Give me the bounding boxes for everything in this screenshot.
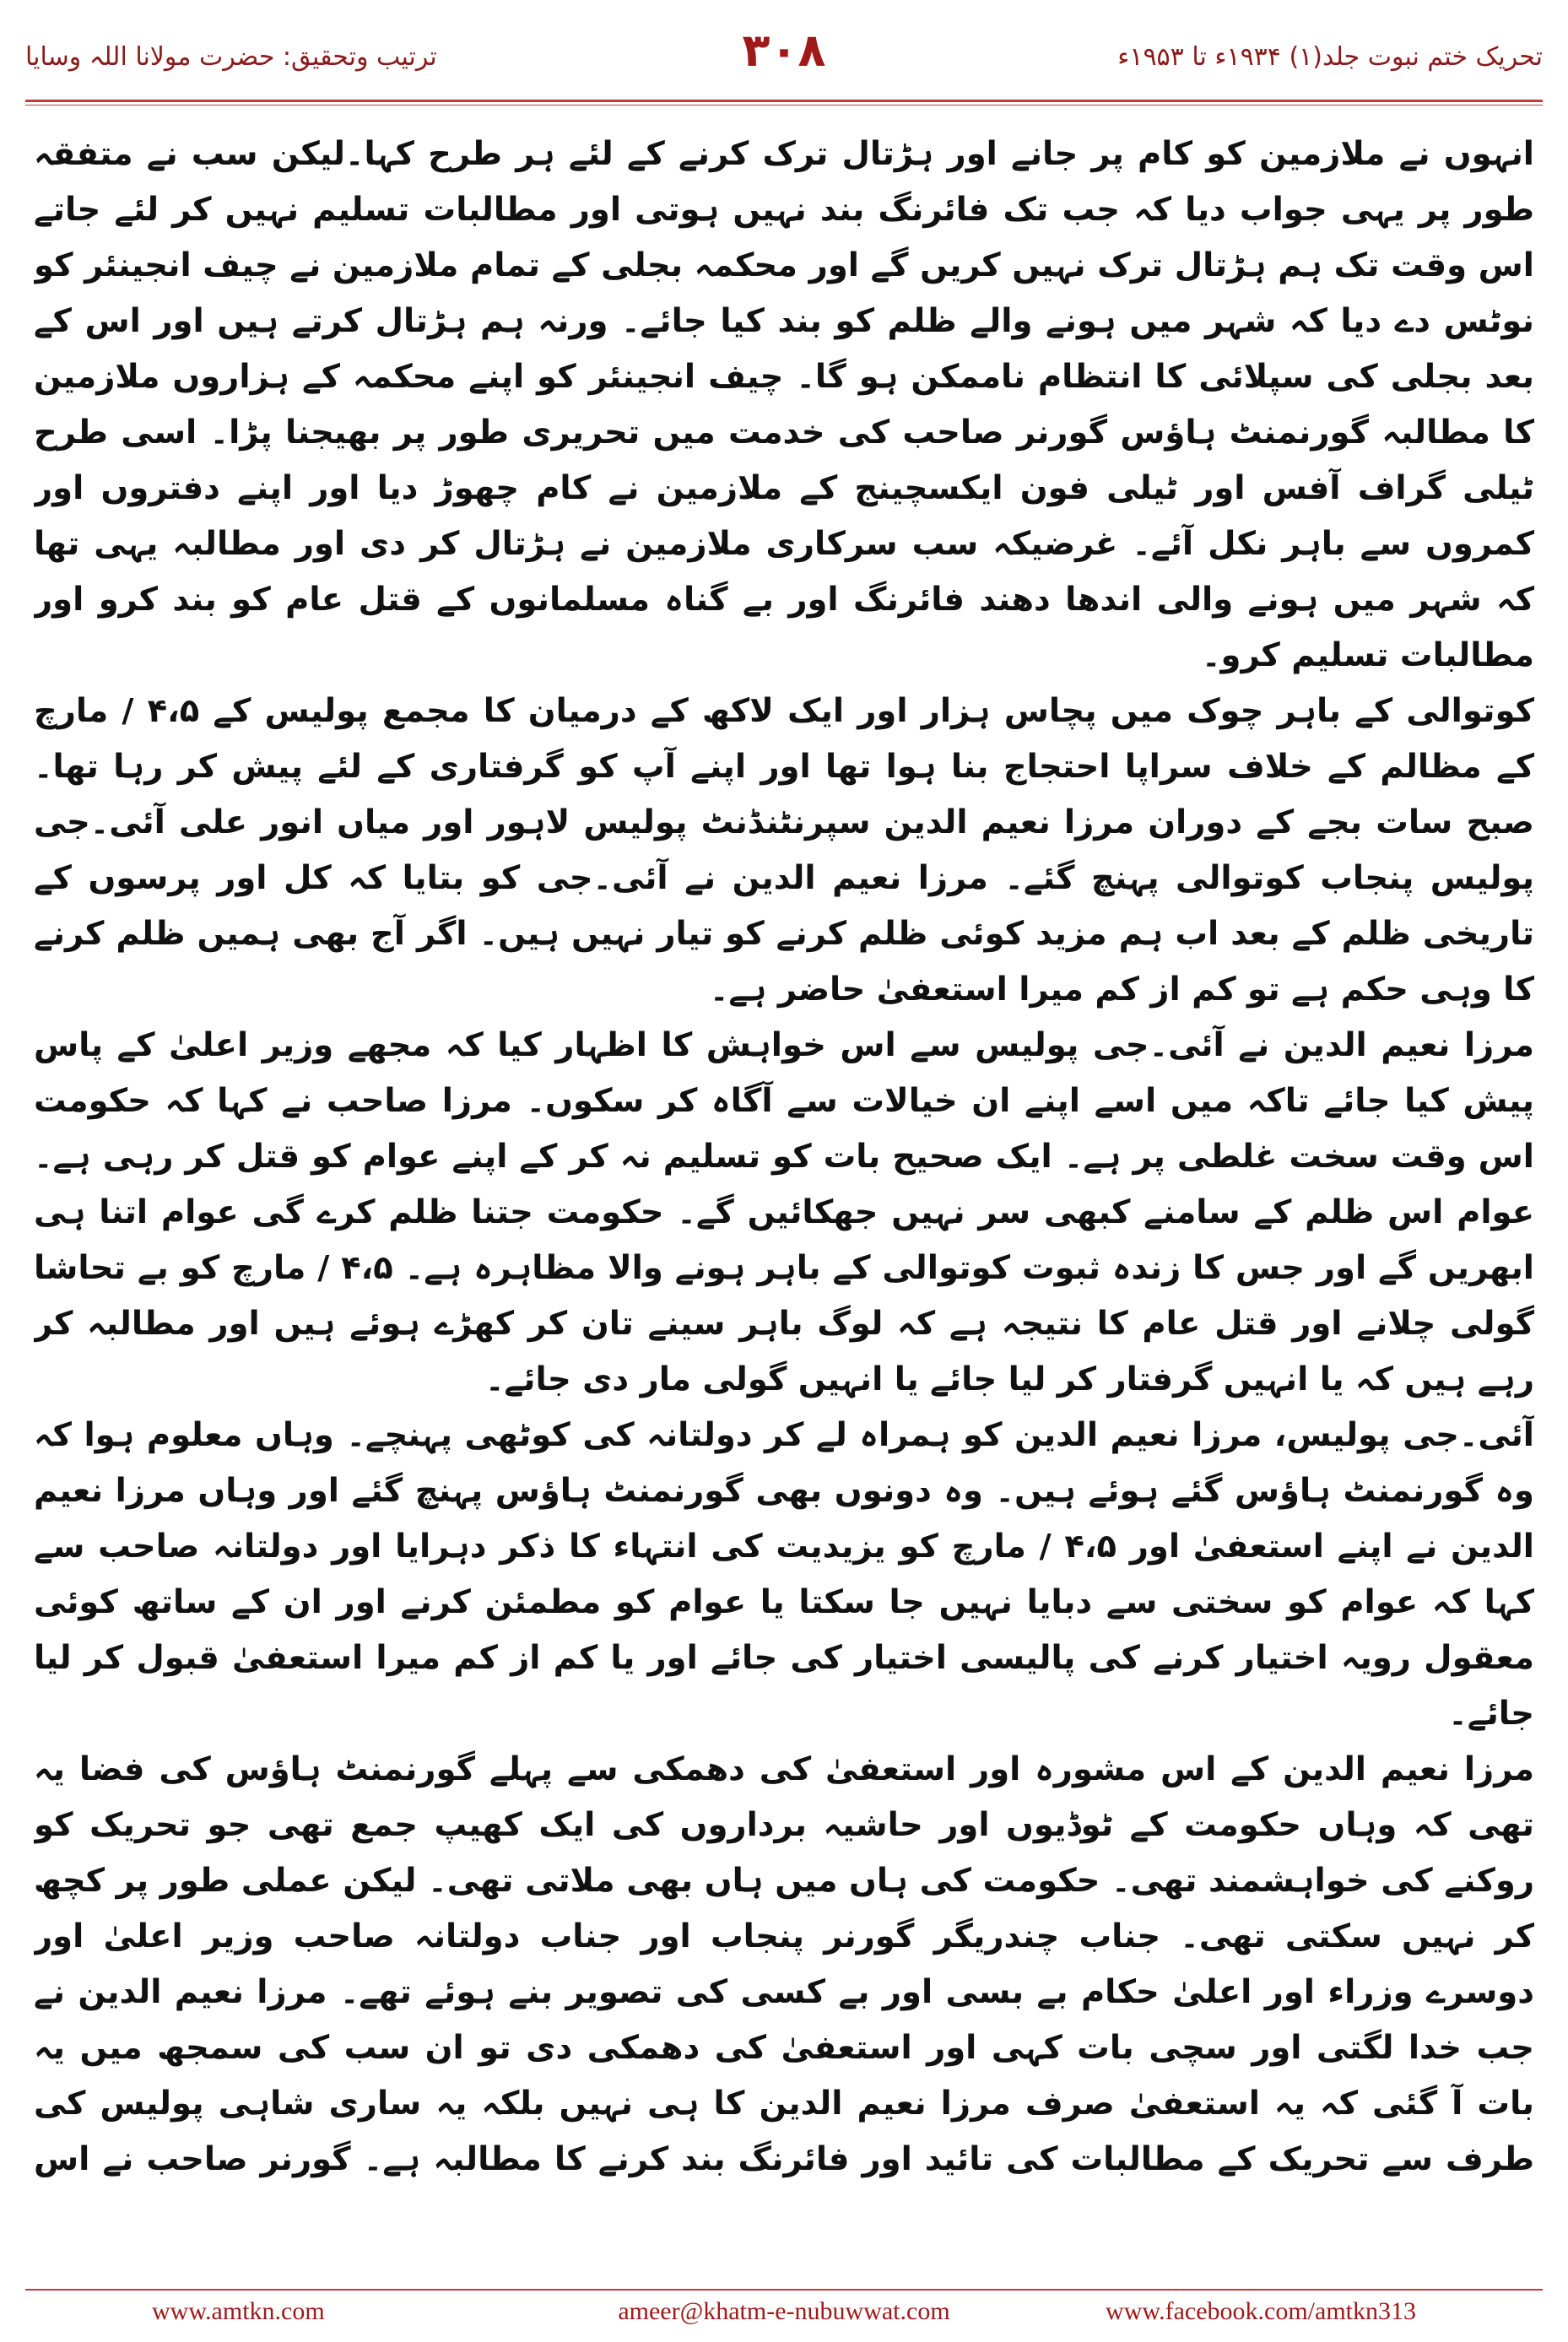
email-link[interactable]: ameer@khatm-e-nubuwwat.com bbox=[618, 2297, 950, 2325]
page-body bbox=[34, 127, 1534, 2194]
paragraph-2: کوتوالی کے باہر چوک میں پچاس ہزار اور ایک لاکھ کے درمیان کا مجمع پولیس کے ۴،۵ / مارچ کے مظالم کے خلاف سراپا احتجاج بنا ہوا تھا اور اپنے آپ کو گرفتاری کے لئے پیش کر رہا تھا۔ صبح سات بجے کے دوران مرزا نعیم الدین سپرنٹنڈنٹ پولیس لاہور اور میاں انور علی آئی۔جی پولیس پنجاب کوتوالی پہنچ گئے۔ مرزا نعیم الدین نے آئی۔جی کو بتایا کہ کل اور پرسوں کے تاریخی ظلم کے بعد اب ہم مزید کوئی ظلم کرنے کو تیار نہیں ہیں۔ اگر آج بھی ہمیں ظلم کرنے کا وہی حکم ہے تو کم از کم میرا استعفیٰ حاضر ہے۔ bbox=[34, 692, 1534, 1009]
page-header bbox=[25, 24, 1543, 91]
page-footer bbox=[25, 2297, 1543, 2331]
compiler-credit: ترتیب وتحقیق: حضرت مولانا اللہ وسایا bbox=[25, 42, 437, 72]
paragraph-5: مرزا نعیم الدین کے اس مشورہ اور استعفیٰ کی دھمکی سے پہلے گورنمنٹ ہاؤس کی فضا یہ تھی کہ وہاں حکومت کے ٹوڈیوں اور حاشیہ برداروں کی ایک کھیپ جمع تھی جو تحریک کو روکنے کی خواہشمند تھی۔ حکومت کی ہاں میں ہاں بھی ملاتی تھی۔ لیکن عملی طور پر کچھ کر نہیں سکتی تھی۔ جناب چندریگر گورنر پنجاب اور جناب دولتانہ صاحب وزیر اعلیٰ اور دوسرے وزراء اور اعلیٰ حکام بے بسی اور بے کسی کی تصویر بنے ہوئے تھے۔ مرزا نعیم الدین نے جب خدا لگتی اور سچی بات کہی اور استعفیٰ کی دھمکی دی تو ان سب کی سمجھ میں یہ بات آ گئی کہ یہ استعفیٰ صرف مرزا نعیم الدین کا ہی نہیں بلکہ یہ ساری شاہی پولیس کی طرف سے تحریک کے مطالبات کی تائید اور فائرنگ بند کرنے کا مطالبہ ہے۔ گورنر صاحب نے اس bbox=[34, 1750, 1534, 2178]
paragraph-1: انہوں نے ملازمین کو کام پر جانے اور ہڑتال ترک کرنے کے لئے ہر طرح کہا۔لیکن سب نے متفقہ طور پر یہی جواب دیا کہ جب تک فائرنگ بند نہیں ہوتی اور مطالبات تسلیم نہیں کر لئے جاتے اس وقت تک ہم ہڑتال ترک نہیں کریں گے اور محکمہ بجلی کے تمام ملازمین نے چیف انجینئر کو نوٹس دے دیا کہ شہر میں ہونے والے ظلم کو بند کیا جائے۔ ورنہ ہم ہڑتال کرتے ہیں اور اس کے بعد بجلی کی سپلائی کا انتظام ناممکن ہو گا۔ چیف انجینئر کو اپنے محکمہ کے ہزاروں ملازمین کا مطالبہ گورنمنٹ ہاؤس گورنر صاحب کی خدمت میں تحریری طور پر بھیجنا پڑا۔ اسی طرح ٹیلی گراف آفس اور ٹیلی فون ایکسچینج کے ملازمین نے کام چھوڑ دیا اور اپنے دفتروں اور کمروں سے باہر نکل آئے۔ غرضیکہ سب سرکاری ملازمین نے ہڑتال کر دی اور مطالبہ یہی تھا کہ شہر میں ہونے والی اندھا دھند فائرنگ اور بے گناہ مسلمانوں کے قتل عام کو بند کرو اور مطالبات تسلیم کرو۔ bbox=[34, 135, 1534, 674]
footer-rule bbox=[25, 2289, 1543, 2291]
header-rule bbox=[25, 100, 1543, 102]
page-number: ۳۰۸ bbox=[742, 24, 826, 77]
paragraph-4: آئی۔جی پولیس، مرزا نعیم الدین کو ہمراہ لے کر دولتانہ کی کوٹھی پہنچے۔ وہاں معلوم ہوا کہ وہ گورنمنٹ ہاؤس گئے ہوئے ہیں۔ وہ دونوں بھی گورنمنٹ ہاؤس پہنچ گئے اور وہاں مرزا نعیم الدین نے اپنے استعفیٰ اور ۴،۵ / مارچ کو یزیدیت کی انتہاء کا ذکر دہرایا اور دولتانہ صاحب سے کہا کہ عوام کو سختی سے دبایا نہیں جا سکتا یا عوام کو مطمئن کرنے اور ان کے ساتھ کوئی معقول رویہ اختیار کرنے کی پالیسی اختیار کی جائے اور یا کم از کم میرا استعفیٰ قبول کر لیا جائے۔ bbox=[34, 1416, 1534, 1733]
facebook-link[interactable]: www.facebook.com/amtkn313 bbox=[1106, 2297, 1416, 2325]
paragraph-3: مرزا نعیم الدین نے آئی۔جی پولیس سے اس خواہش کا اظہار کیا کہ مجھے وزیر اعلیٰ کے پاس پیش کیا جائے تاکہ میں اسے اپنے ان خیالات سے آگاہ کر سکوں۔ مرزا صاحب نے کہا کہ حکومت اس وقت سخت غلطی پر ہے۔ ایک صحیح بات کو تسلیم نہ کر کے اپنے عوام کو قتل کر رہی ہے۔ عوام اس ظلم کے سامنے کبھی سر نہیں جھکائیں گے۔ حکومت جتنا ظلم کرے گی عوام اتنا ہی ابھریں گے اور جس کا زندہ ثبوت کوتوالی کے باہر ہونے والا مظاہرہ ہے۔ ۴،۵ / مارچ کو بے تحاشا گولی چلانے اور قتل عام کا نتیجہ ہے کہ لوگ باہر سینے تان کر کھڑے ہوئے ہیں اور مطالبہ کر رہے ہیں کہ یا انہیں گرفتار کر لیا جائے یا انہیں گولی مار دی جائے۔ bbox=[34, 1026, 1534, 1398]
book-title: تحریک ختم نبوت جلد(۱) ۱۹۳۴ء تا ۱۹۵۳ء bbox=[1117, 42, 1543, 72]
website-link[interactable]: www.amtkn.com bbox=[152, 2297, 325, 2325]
